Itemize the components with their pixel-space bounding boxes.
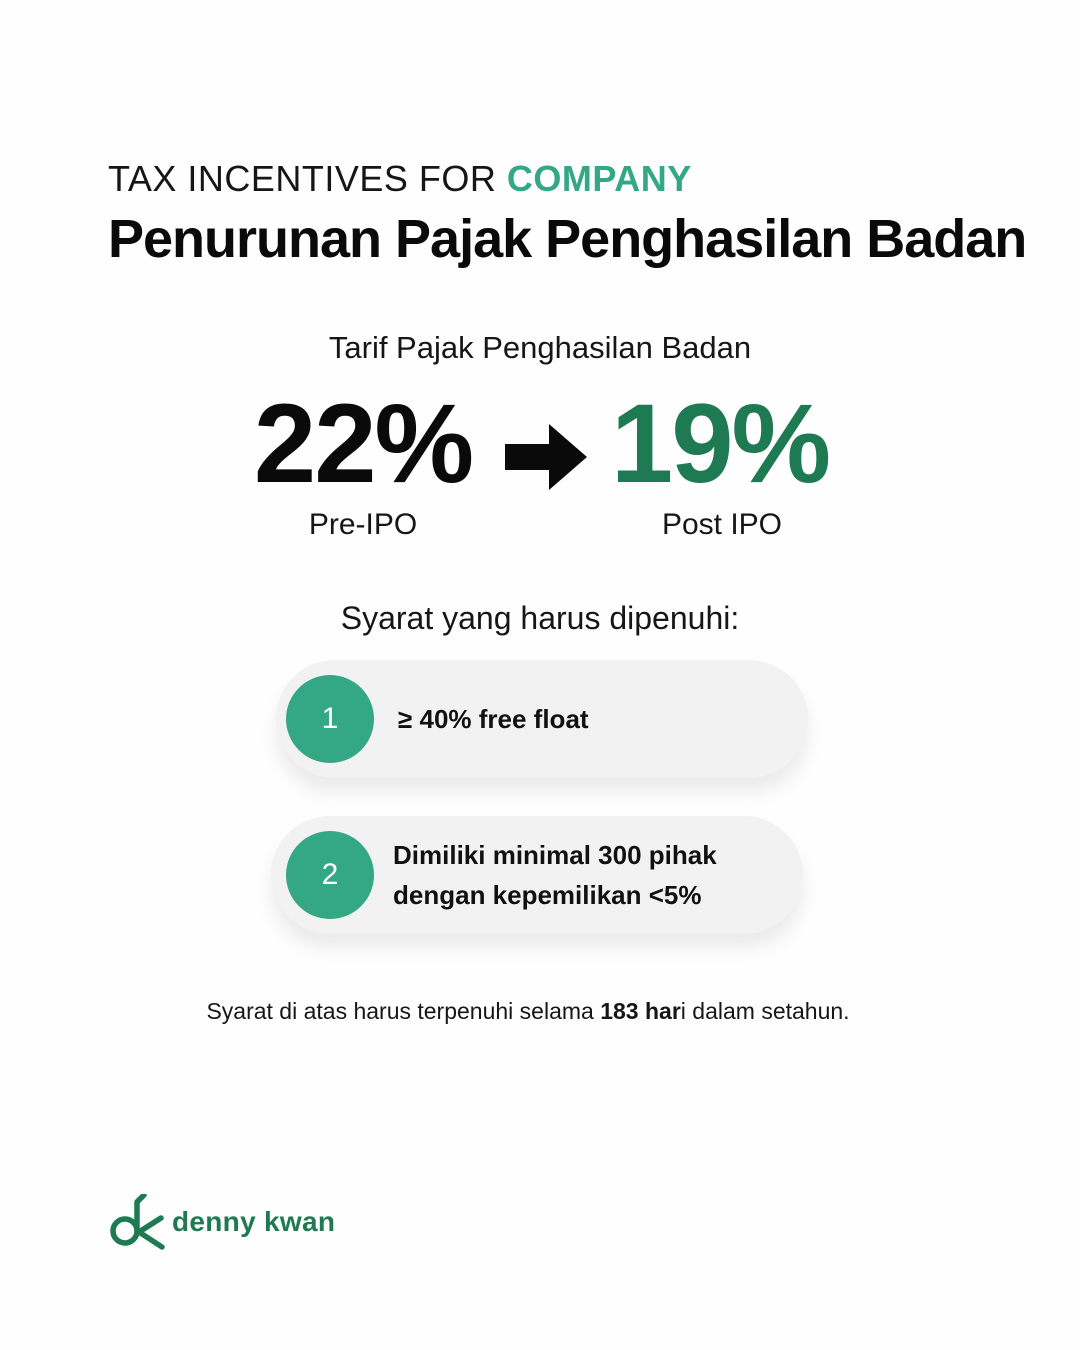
kicker-prefix: TAX INCENTIVES FOR [108,158,507,199]
requirements-heading: Syarat yang harus dipenuhi: [340,600,740,636]
pre-ipo-rate: 22% [253,381,473,506]
right-arrow-icon [505,424,587,490]
dk-monogram-icon [108,1194,166,1250]
brand-name: denny kwan [172,1206,336,1237]
requirement-text: ≥ 40% free float [398,704,589,734]
footnote-text-after: i dalam setahun. [680,998,850,1024]
requirement-number-badge: 1 [286,675,374,763]
footnote [0,998,1056,1025]
rates-subtitle: Tarif Pajak Penghasilan Badan [328,330,752,365]
requirement-text: Dimiliki minimal 300 pihak dengan kepemilikan <5% [393,840,717,910]
pre-ipo-label: Pre-IPO [308,508,418,541]
kicker-accent: COMPANY [506,158,692,199]
footnote-bold: 183 har [600,998,681,1024]
brand-logo [108,1194,335,1250]
post-ipo-label: Post IPO [661,508,783,541]
kicker [108,158,692,200]
requirement-number-badge: 2 [286,831,374,919]
post-ipo-rate: 19% [610,381,830,506]
page-title: Penurunan Pajak Penghasilan Badan [108,209,1027,269]
requirement-item [276,660,808,778]
footnote-text-before: Syarat di atas harus terpenuhi selama [206,998,601,1024]
requirement-item [271,816,803,934]
